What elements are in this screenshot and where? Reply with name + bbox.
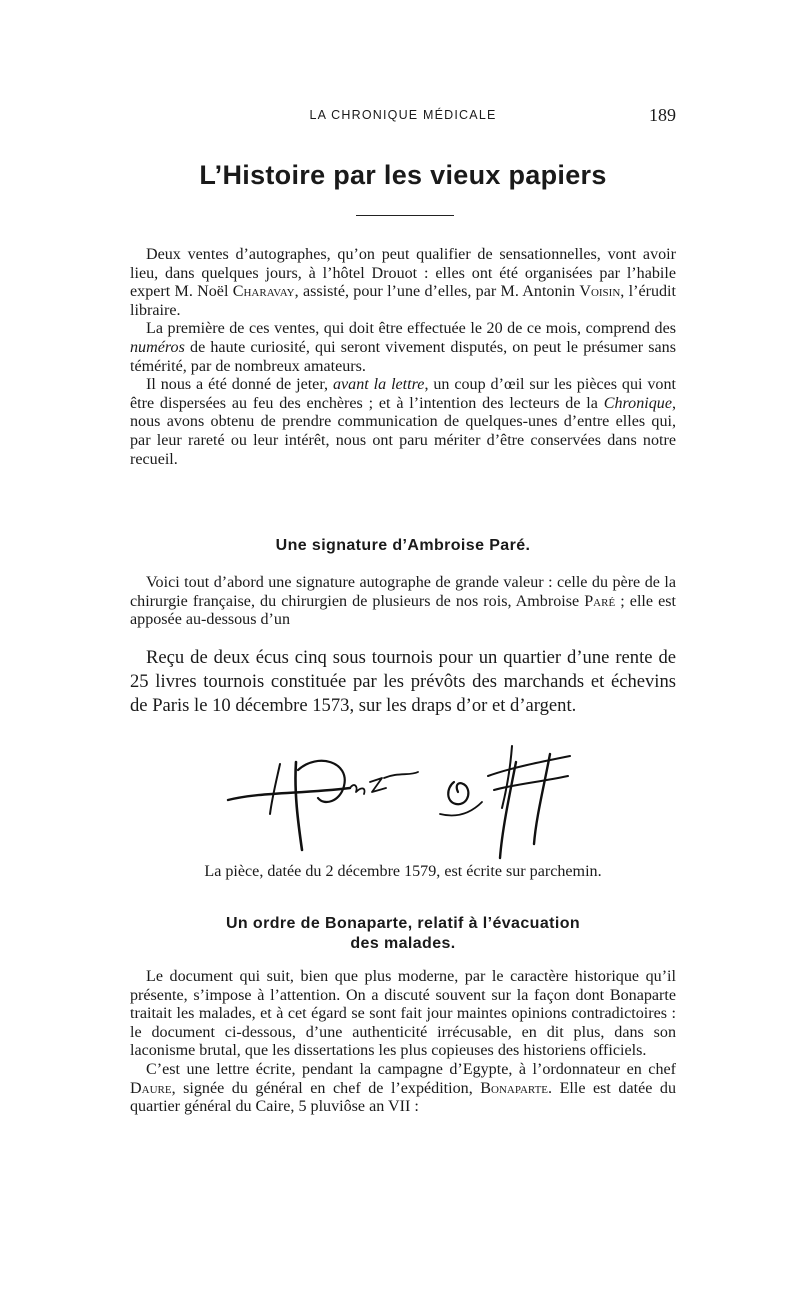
italic-run: numéros [130,338,185,356]
bonaparte-paragraph-2 [130,1061,676,1117]
text-run: . Elle est datée du quartier général du Caire, 5 pluviôse an VII : [130,1079,676,1116]
text-run: , signée du général en chef de l’expédition, [171,1079,481,1097]
signature-drawing [220,742,580,862]
page-number: 189 [649,105,676,125]
intro-paragraph-3 [130,376,676,469]
italic-run: Chronique [603,394,672,412]
text-run: La première de ces ventes, qui doit être effectuée le 20 de ce mois, comprend des [146,320,676,338]
text-run: Il nous a été donné de jeter, [146,376,333,394]
name-voisin: Voisin [579,283,621,301]
name-pare: Paré [584,592,616,610]
running-title: LA CHRONIQUE MÉDICALE [309,108,497,122]
name-charavay: Charavay [232,283,295,301]
receipt-quote [130,646,676,718]
signature-image [220,742,580,862]
running-head [130,105,676,130]
section-heading-bonaparte [130,914,676,954]
text-run: Voici tout d’abord une signature autographe de grande valeur : celle du père de la chirurgie française, du chirurgien de plusieurs de nos rois, Ambroise [130,574,676,610]
text-run: , assisté, pour l’une d’elles, par M. Antonin [294,283,580,301]
pare-text [130,574,676,630]
intro-text [130,246,676,469]
text-run: ; elle est apposée au-dessous d’un [130,592,676,629]
name-bonaparte: Bonaparte [480,1079,549,1097]
article-title: L’Histoire par les vieux papiers [199,160,607,190]
heading-line: Un ordre de Bonaparte, relatif à l’évacuation [225,915,581,932]
title-divider [356,215,454,216]
text-run: , l’érudit libraire. [130,283,676,319]
text-run: de haute curiosité, qui seront vivement disputés, on peut le présumer sans témérité, par de nombreux amateurs. [130,338,676,375]
signature-caption: La pièce, datée du 2 décembre 1579, est écrite sur parchemin. [204,863,602,880]
italic-run: avant la lettre [332,376,425,394]
text-run: C’est une lettre écrite, pendant la campagne d’Egypte, à l’ordonnateur en chef [146,1060,676,1078]
heading-line: des malades. [350,935,456,952]
bonaparte-text [130,968,676,1117]
text-run: Deux ventes d’autographes, qu’on peut qualifier de sensationnelles, vont avoir lieu, dans quelques jours, à l’hôtel Drouot : elles ont été organisées par l’habile expert M. Noël [130,246,676,301]
text-run: , un coup d’œil sur les pièces qui vont être dispersées au feu des enchères ; et à l’intention des lecteurs de la [130,376,676,412]
intro-paragraph-1 [130,246,676,320]
receipt-text: Reçu de deux écus cinq sous tournois pour un quartier d’une rente de 25 livres tournois constituée par les prévôts des marchands et échevins de Paris le 10 décembre 1573, sur les draps d’or et d’argent. [130,647,676,716]
name-daure: Daure [130,1079,172,1097]
bonaparte-paragraph-1: Le document qui suit, bien que plus moderne, par le caractère historique qu’il présente, s’impose à l’attention. On a discuté souvent sur la façon dont Bonaparte traitait les malades, et à cet égard se sont fait jour maintes opinions contradictoires : le document ci-dessous, d’une authenticité irrécusable, en dit plus, dans son laconisme brutal, que les dissertations les plus copieuses des historiens officiels. [130,968,676,1060]
section-heading-pare: Une signature d’Ambroise Paré. [275,537,531,554]
text-run: , nous avons obtenu de prendre communication de quelques-unes d’entre elles qui, par leur rareté ou leur intérêt, nous ont paru mériter d’être conservées dans notre recueil. [130,394,676,468]
intro-paragraph-2 [130,320,676,376]
pare-paragraph [130,574,676,630]
